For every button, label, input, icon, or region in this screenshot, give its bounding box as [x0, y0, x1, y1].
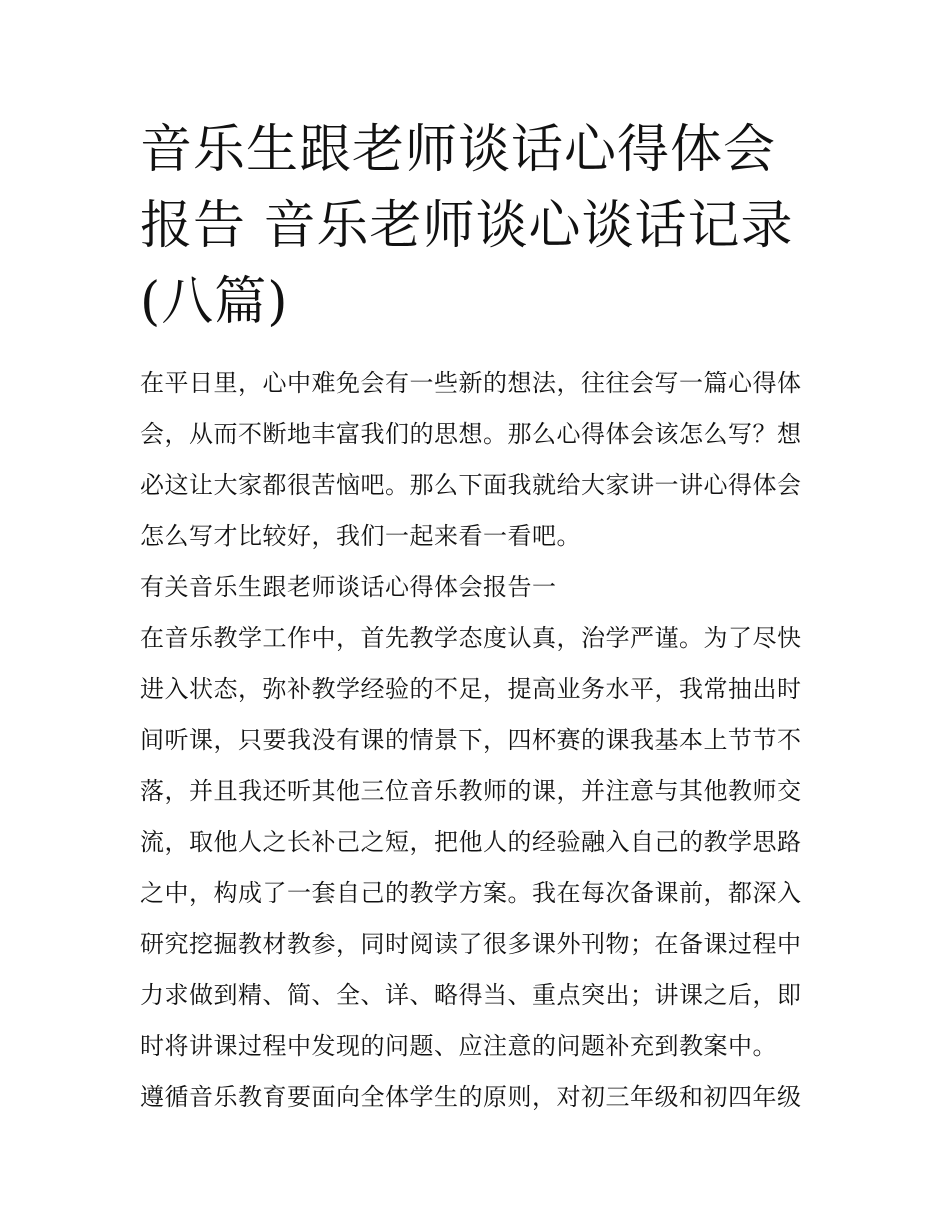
body-paragraph: 在音乐教学工作中，首先教学态度认真，治学严谨。为了尽快进入状态，弥补教学经验的不足，提高业务水平，我常抽出时间听课，只要我没有课的情景下，四杯赛的课我基本上节节不落，并且我还听其他三位音乐教师的课，并注意与其他教师交流，取他人之长补己之短，把他人的经验融入自己的教学思路之中，构成了一套自己的教学方案。我在每次备课前，都深入研究挖掘教材教参，同时阅读了很多课外刊物；在备课过程中力求做到精、简、全、详、略得当、重点突出；讲课之后，即时将讲课过程中发现的问题、应注意的问题补充到教案中。: [140, 624, 802, 1060]
section-heading: 有关音乐生跟老师谈话心得体会报告一: [140, 573, 557, 601]
document-page: [140, 112, 812, 1123]
intro-paragraph: 在平日里，心中难免会有一些新的想法，往往会写一篇心得体会，从而不断地丰富我们的思想。那么心得体会该怎么写？想必这让大家都很苦恼吧。那么下面我就给大家讲一讲心得体会怎么写才比较好，我们一起来看一看吧。: [140, 369, 802, 550]
body-paragraph: 遵循音乐教育要面向全体学生的原则，对初三年级和初四年级: [140, 1083, 802, 1111]
document-body: [140, 358, 812, 1123]
document-title: 音乐生跟老师谈话心得体会报告 音乐老师谈心谈话记录(八篇): [140, 120, 794, 332]
